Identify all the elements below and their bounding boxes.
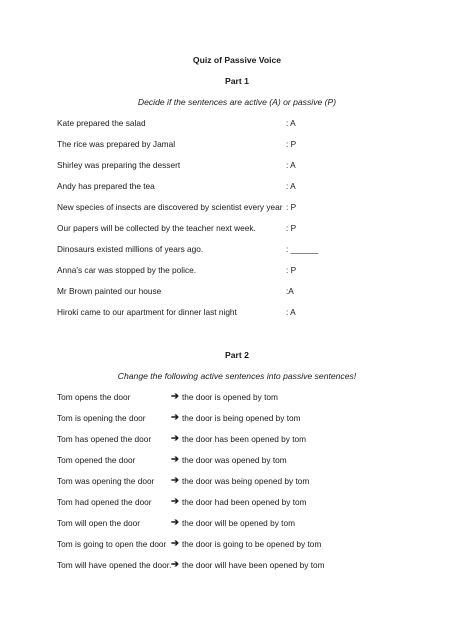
arrow-right-icon: ➔ [171, 412, 179, 423]
quiz-title: Quiz of Passive Voice [192, 55, 282, 65]
quiz-item [57, 223, 457, 235]
arrow-right-icon: ➔ [171, 538, 179, 549]
part1-heading: Part 1 [225, 76, 249, 86]
quiz-item [57, 160, 457, 172]
transform-item [57, 518, 457, 530]
quiz-item [57, 181, 457, 193]
quiz-sentence: Andy has prepared the tea [57, 181, 155, 191]
passive-sentence: the door is going to be opened by tom [182, 539, 322, 549]
quiz-answer: : P [286, 202, 297, 212]
quiz-sentence: The rice was prepared by Jamal [57, 139, 176, 149]
arrow-right-icon: ➔ [171, 559, 179, 570]
transform-item [57, 560, 457, 572]
passive-sentence: the door has been opened by tom [182, 434, 307, 444]
active-sentence: Tom opens the door [57, 392, 131, 402]
part2-heading: Part 2 [225, 350, 249, 360]
quiz-sentence: New species of insects are discovered by scientist every year [57, 202, 283, 212]
passive-sentence: the door was opened by tom [182, 455, 287, 465]
quiz-answer: : A [286, 181, 296, 191]
active-sentence: Tom will have opened the door. [57, 560, 172, 570]
transform-item [57, 392, 457, 404]
passive-sentence: the door is being opened by tom [182, 413, 301, 423]
quiz-answer: :A [286, 286, 294, 296]
quiz-sentence: Shirley was preparing the dessert [57, 160, 181, 170]
quiz-item [57, 244, 457, 256]
arrow-right-icon: ➔ [171, 454, 179, 465]
passive-sentence: the door was being opened by tom [182, 476, 310, 486]
quiz-sentence: Dinosaurs existed millions of years ago. [57, 244, 204, 254]
quiz-sentence: Hiroki came to our apartment for dinner last night [57, 307, 237, 317]
quiz-answer: : A [286, 118, 296, 128]
quiz-sentence: Our papers will be collected by the teacher next week. [57, 223, 256, 233]
quiz-answer-blank: : ______ [286, 244, 319, 254]
active-sentence: Tom was opening the door [57, 476, 155, 486]
part2-instruction: Change the following active sentences into passive sentences! [117, 371, 357, 381]
transform-item [57, 497, 457, 509]
passive-sentence: the door will be opened by tom [182, 518, 296, 528]
arrow-right-icon: ➔ [171, 433, 179, 444]
quiz-sentence: Mr Brown painted our house [57, 286, 162, 296]
quiz-answer: : A [286, 160, 296, 170]
active-sentence: Tom has opened the door [57, 434, 152, 444]
transform-item [57, 455, 457, 467]
transform-item [57, 413, 457, 425]
active-sentence: Tom is opening the door [57, 413, 146, 423]
active-sentence: Tom is going to open the door [57, 539, 167, 549]
arrow-right-icon: ➔ [171, 475, 179, 486]
arrow-right-icon: ➔ [171, 391, 179, 402]
active-sentence: Tom had opened the door [57, 497, 152, 507]
quiz-item [57, 139, 457, 151]
passive-sentence: the door is opened by tom [182, 392, 278, 402]
quiz-item [57, 286, 457, 298]
quiz-item [57, 307, 457, 319]
active-sentence: Tom opened the door [57, 455, 136, 465]
active-sentence: Tom will open the door [57, 518, 141, 528]
quiz-item [57, 265, 457, 277]
arrow-right-icon: ➔ [171, 517, 179, 528]
quiz-answer: : P [286, 139, 297, 149]
quiz-item [57, 118, 457, 130]
transform-item [57, 539, 457, 551]
quiz-answer: : P [286, 265, 297, 275]
quiz-sentence: Kate prepared the salad [57, 118, 146, 128]
quiz-item [57, 202, 457, 214]
part1-instruction: Decide if the sentences are active (A) or passive (P) [137, 97, 337, 107]
quiz-answer: : P [286, 223, 297, 233]
passive-sentence: the door will have been opened by tom [182, 560, 325, 570]
quiz-sentence: Anna's car was stopped by the police. [57, 265, 197, 275]
arrow-right-icon: ➔ [171, 496, 179, 507]
transform-item [57, 434, 457, 446]
transform-item [57, 476, 457, 488]
passive-sentence: the door had been opened by tom [182, 497, 307, 507]
quiz-answer: : A [286, 307, 296, 317]
